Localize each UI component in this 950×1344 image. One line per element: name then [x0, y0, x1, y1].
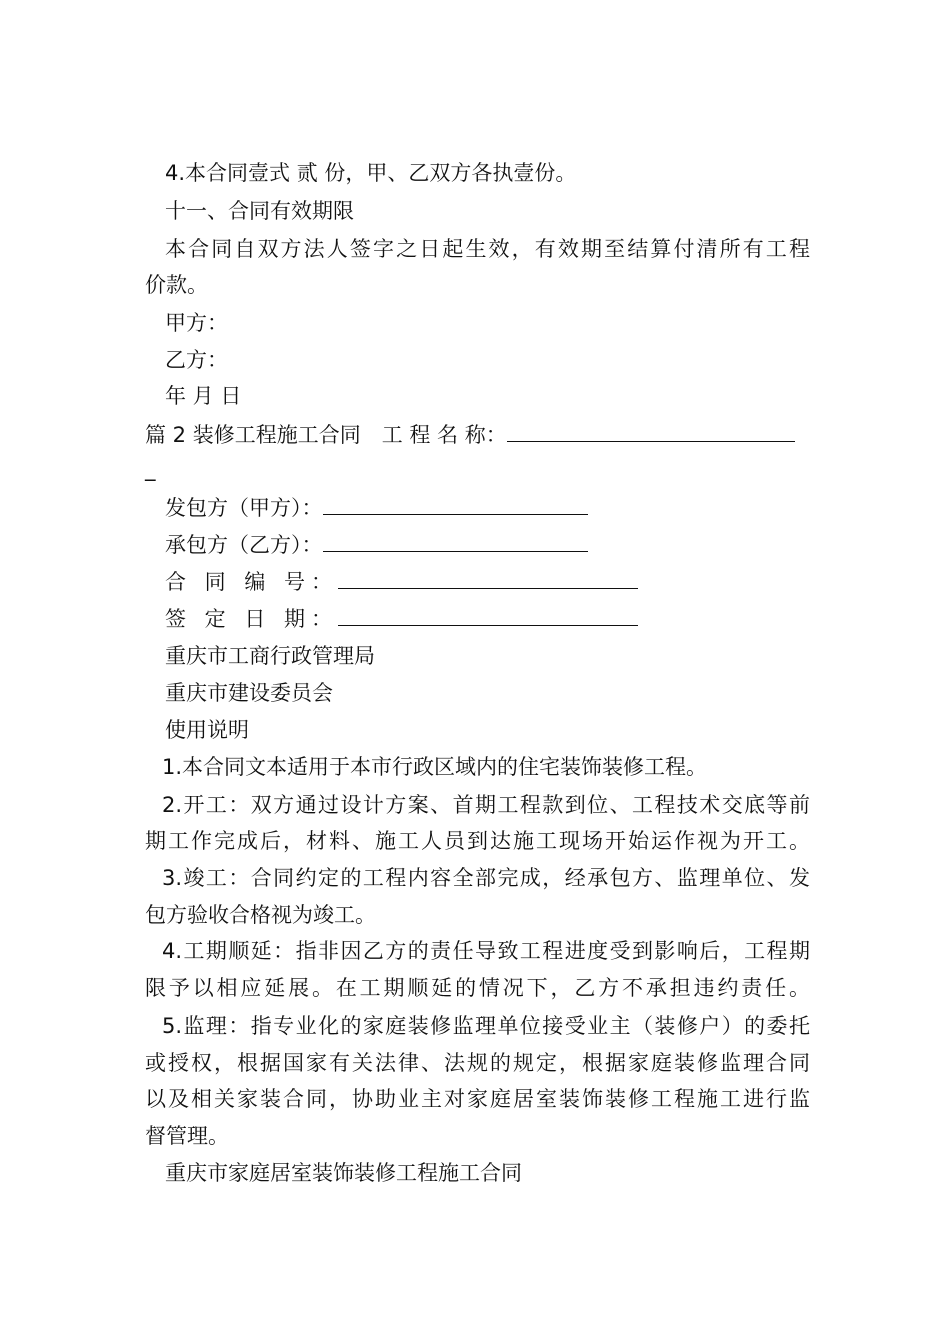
section-heading-validity: 十一、合同有效期限	[165, 199, 354, 223]
instruction-3-line2: 包方验收合格视为竣工。	[145, 903, 376, 927]
instruction-5-line2: 或授权，根据国家有关法律、法规的规定，根据家庭装修监理合同	[145, 1051, 810, 1075]
contractor-line	[165, 531, 810, 558]
underscore-continuation: _	[145, 457, 156, 481]
instruction-4-line2: 限予以相应延展。在工期顺延的情况下，乙方不承担违约责任。	[145, 976, 810, 1000]
project-name-line	[145, 421, 810, 448]
contractor-blank[interactable]	[323, 531, 588, 552]
date-label: 年 月 日	[165, 384, 242, 408]
signing-date-blank[interactable]	[338, 605, 638, 626]
instruction-1: 1.本合同文本适用于本市行政区域内的住宅装饰装修工程。	[162, 755, 708, 779]
contract-title: 重庆市家庭居室装饰装修工程施工合同	[165, 1161, 522, 1185]
employer-line	[165, 494, 810, 521]
contract-copies-clause: 4.本合同壹式 贰 份，甲、乙双方各执壹份。	[165, 161, 577, 185]
employer-label: 发包方（甲方）：	[165, 496, 323, 520]
validity-paragraph-line2: 价款。	[145, 273, 208, 297]
contract-number-label: 合 同 编 号：	[165, 570, 339, 594]
issuer-commerce-bureau: 重庆市工商行政管理局	[165, 644, 375, 668]
project-name-blank[interactable]	[507, 421, 795, 442]
validity-paragraph-line1: 本合同自双方法人签字之日起生效，有效期至结算付清所有工程	[165, 237, 810, 261]
contract-number-blank[interactable]	[338, 568, 638, 589]
contractor-label: 承包方（乙方）：	[165, 533, 323, 557]
instruction-2-line2: 期工作完成后，材料、施工人员到达施工现场开始运作视为开工。	[145, 829, 810, 853]
instruction-4-line1: 4.工期顺延：指非因乙方的责任导致工程进度受到影响后，工程期	[162, 939, 810, 963]
issuer-construction-committee: 重庆市建设委员会	[165, 681, 333, 705]
party-b-label: 乙方：	[165, 348, 228, 372]
instruction-2-line1: 2.开工：双方通过设计方案、首期工程款到位、工程技术交底等前	[162, 793, 810, 817]
party-a-label: 甲方：	[165, 311, 228, 335]
instruction-5-line3: 以及相关家装合同，协助业主对家庭居室装饰装修工程施工进行监	[145, 1087, 810, 1111]
signing-date-label: 签 定 日 期：	[165, 607, 339, 631]
instruction-5-line4: 督管理。	[145, 1124, 229, 1148]
instruction-3-line1: 3.竣工：合同约定的工程内容全部完成，经承包方、监理单位、发	[162, 866, 810, 890]
instructions-heading: 使用说明	[165, 718, 249, 742]
contract-number-line	[165, 568, 810, 595]
instruction-5-line1: 5.监理：指专业化的家庭装修监理单位接受业主（装修户）的委托	[162, 1014, 810, 1038]
signing-date-line	[165, 605, 810, 632]
chapter-title: 篇 2 装修工程施工合同 工 程 名 称：	[145, 423, 507, 447]
employer-blank[interactable]	[323, 494, 588, 515]
